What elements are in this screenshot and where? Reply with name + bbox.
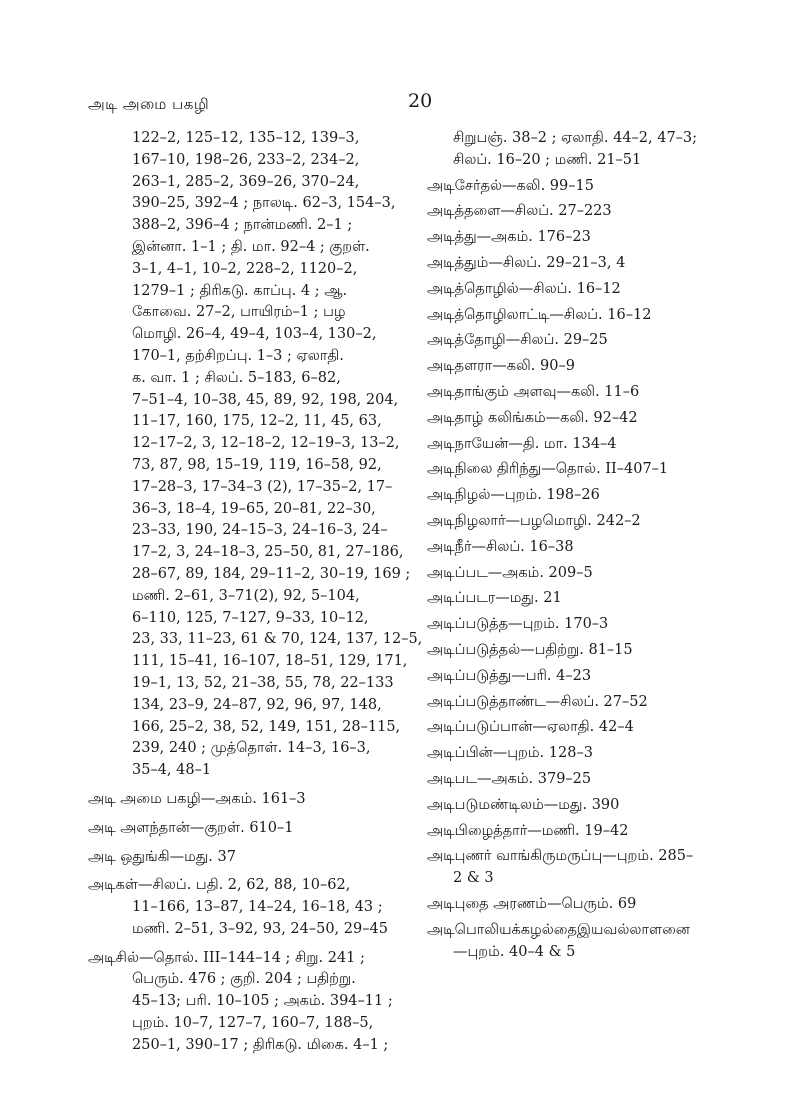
index-entry xyxy=(427,227,727,249)
entry-line: க. வா. 1 ; சிலப். 5–183, 6–82, xyxy=(132,369,341,386)
index-entry xyxy=(427,253,727,275)
index-entry xyxy=(427,434,727,456)
entry-line: அடித்து—அகம். 176–23 xyxy=(427,229,591,246)
entry-line: மணி. 2–51, 3–92, 93, 24–50, 29–45 xyxy=(132,920,388,937)
entry-line: மணி. 2–61, 3–71(2), 92, 5–104, xyxy=(132,587,360,604)
entry-line: அடிநிழலார்—பழமொழி. 242–2 xyxy=(427,512,641,529)
entry-line: அடிப்படுத்தாண்ட—சிலப். 27–52 xyxy=(427,693,648,710)
entry-line: அடிப்படுத்தல்—பதிற்று. 81–15 xyxy=(427,641,633,658)
entry-line: 73, 87, 98, 15–19, 119, 16–58, 92, xyxy=(132,456,382,473)
index-entry xyxy=(427,563,727,585)
index-entry xyxy=(427,920,727,964)
entry-line: அடி ஒதுங்கி—மது. 37 xyxy=(88,848,236,865)
entry-line: 35–4, 48–1 xyxy=(132,762,212,779)
entry-line: புறம். 10–7, 127–7, 160–7, 188–5, xyxy=(132,1015,374,1032)
index-entry xyxy=(88,847,393,869)
index-entry xyxy=(88,818,393,840)
entry-line: அடி அளந்தான்—குறள். 610–1 xyxy=(88,819,294,836)
entry-line: —புறம். 40–4 & 5 xyxy=(453,943,576,960)
entry-line: 263–1, 285–2, 369–26, 370–24, xyxy=(132,173,360,190)
entry-line: 167–10, 198–26, 233–2, 234–2, xyxy=(132,151,360,168)
entry-line: சிறுபஞ். 38–2 ; ஏலாதி. 44–2, 47–3; xyxy=(453,130,698,146)
entry-line: அடிநீர்—சிலப். 16–38 xyxy=(427,538,574,555)
entry-line: அடிப்படுத்த—புறம். 170–3 xyxy=(427,616,609,633)
entry-line: 17–28–3, 17–34–3 (2), 17–35–2, 17– xyxy=(132,478,393,495)
index-entry xyxy=(427,382,727,404)
entry-line: அடிகள்—சிலப். பதி. 2, 62, 88, 10–62, xyxy=(88,877,351,894)
index-entry xyxy=(427,279,727,301)
entry-line: 17–2, 3, 24–18–3, 25–50, 81, 27–186, xyxy=(132,544,404,561)
index-entry xyxy=(427,666,727,688)
entry-line: 239, 240 ; முத்தொள். 14–3, 16–3, xyxy=(132,740,371,757)
index-entry xyxy=(427,511,727,533)
entry-line: 2 & 3 xyxy=(453,870,494,887)
entry-line: 111, 15–41, 16–107, 18–51, 129, 171, xyxy=(132,653,408,670)
index-entry xyxy=(427,894,727,916)
index-entry xyxy=(427,743,727,765)
page-number: 20 xyxy=(408,90,433,112)
index-entry xyxy=(88,789,393,811)
entry-line: அடிபுதை அரணம்—பெரும். 69 xyxy=(427,895,637,912)
entry-line: அடிநிழல்—புறம். 198–26 xyxy=(427,487,600,504)
entry-line: 122–2, 125–12, 135–12, 139–3, xyxy=(132,130,360,146)
entry-line: அடிபிழைத்தார்—மணி. 19–42 xyxy=(427,822,629,839)
entry-line: அடித்தொழிலாட்டி—சிலப். 16–12 xyxy=(427,306,652,323)
index-entry xyxy=(427,201,727,223)
entry-line: அடிதாழ் கலிங்கம்—கலி. 92–42 xyxy=(427,409,638,426)
index-entry xyxy=(427,330,727,352)
entry-line: அடிப்படர—மது. 21 xyxy=(427,590,562,607)
entry-line: அடித்தோழி—சிலப். 29–25 xyxy=(427,332,608,349)
entry-line: 134, 23–9, 24–87, 92, 96, 97, 148, xyxy=(132,696,382,713)
entry-line: 28–67, 89, 184, 29–11–2, 30–19, 169 ; xyxy=(132,565,411,582)
entry-line: அடிநாயேன்—தி. மா. 134–4 xyxy=(427,435,617,452)
entry-line: 250–1, 390–17 ; திரிகடு. மிகை. 4–1 ; xyxy=(132,1036,389,1053)
entry-line: சிலப். 16–20 ; மணி. 21–51 xyxy=(453,151,642,168)
entry-line: அடித்தொழில்—சிலப். 16–12 xyxy=(427,280,621,297)
entry-line: அடிப்படுப்பான்—ஏலாதி. 42–4 xyxy=(427,719,634,736)
entry-line: அடிபட—அகம். 379–25 xyxy=(427,770,592,787)
index-entry xyxy=(427,588,727,610)
entry-line: 11–17, 160, 175, 12–2, 11, 45, 63, xyxy=(132,413,382,430)
index-entry xyxy=(427,356,727,378)
left-column xyxy=(88,128,423,1064)
entry-line: 36–3, 18–4, 19–65, 20–81, 22–30, xyxy=(132,500,376,517)
index-entry xyxy=(427,846,727,890)
index-entry xyxy=(427,305,727,327)
entry-line: அடிப்பட—அகம். 209–5 xyxy=(427,564,593,581)
entry-line: அடிப்பின்—புறம். 128–3 xyxy=(427,745,593,762)
entry-line: இன்னா. 1–1 ; தி. மா. 92–4 ; குறள். xyxy=(132,238,370,255)
entry-line: அடிதளரா—கலி. 90–9 xyxy=(427,358,575,375)
index-entry xyxy=(88,128,423,782)
entry-line: அடிதாங்கும் அளவு—கலி. 11–6 xyxy=(427,383,640,400)
running-head: அடி அமை பகழி xyxy=(88,95,210,113)
index-entry xyxy=(427,692,727,714)
entry-line: 166, 25–2, 38, 52, 149, 151, 28–115, xyxy=(132,718,401,735)
entry-line: 7–51–4, 10–38, 45, 89, 92, 198, 204, xyxy=(132,391,399,408)
index-entry xyxy=(427,769,727,791)
entry-line: 388–2, 396–4 ; நான்மணி. 2–1 ; xyxy=(132,217,353,234)
entry-line: அடி அமை பகழி—அகம். 161–3 xyxy=(88,790,306,807)
entry-line: அடிப்படுத்து—பரி. 4–23 xyxy=(427,667,592,684)
entry-line: கோவை. 27–2, பாயிரம்–1 ; பழ xyxy=(132,304,346,321)
index-entry xyxy=(88,948,393,1057)
entry-line: அடிசில்—தொல். III–144–14 ; சிறு. 241 ; xyxy=(88,949,365,966)
entry-line: அடித்தளை—சிலப். 27–223 xyxy=(427,203,612,220)
entry-line: அடிபடுமண்டிலம்—மது. 390 xyxy=(427,796,620,813)
entry-line: அடிசேர்தல்—கலி. 99–15 xyxy=(427,177,594,194)
entry-line: 3–1, 4–1, 10–2, 228–2, 1120–2, xyxy=(132,260,358,277)
entry-line: 1279–1 ; திரிகடு. காப்பு. 4 ; ஆ. xyxy=(132,282,348,299)
entry-line: 45–13; பரி. 10–105 ; அகம். 394–11 ; xyxy=(132,993,393,1010)
entry-line: பெரும். 476 ; குறி. 204 ; பதிற்று. xyxy=(132,971,356,988)
entry-line: அடிநிலை திரிந்து—தொல். II–407–1 xyxy=(427,461,669,478)
index-entry xyxy=(427,640,727,662)
index-entry xyxy=(427,717,727,739)
entry-line: 19–1, 13, 52, 21–38, 55, 78, 22–133 xyxy=(132,674,394,691)
entry-line: 11–166, 13–87, 14–24, 16–18, 43 ; xyxy=(132,899,383,916)
entry-line: 23, 33, 11–23, 61 & 70, 124, 137, 12–5, xyxy=(132,631,423,648)
entry-line: 390–25, 392–4 ; நாலடி. 62–3, 154–3, xyxy=(132,195,396,212)
entry-line: 170–1, தற்சிறப்பு. 1–3 ; ஏலாதி. xyxy=(132,347,344,364)
index-entry xyxy=(427,821,727,843)
entry-line: அடிபுணர் வாங்கிருமருப்பு—புறம். 285– xyxy=(427,848,694,865)
entry-line: 23–33, 190, 24–15–3, 24–16–3, 24– xyxy=(132,522,388,539)
index-entry xyxy=(427,614,727,636)
entry-line: 12–17–2, 3, 12–18–2, 12–19–3, 13–2, xyxy=(132,435,400,452)
index-entry xyxy=(427,537,727,559)
index-entry xyxy=(427,176,727,198)
index-entry xyxy=(427,795,727,817)
right-column xyxy=(427,128,727,967)
entry-line: 6–110, 125, 7–127, 9–33, 10–12, xyxy=(132,609,369,626)
index-entry xyxy=(427,485,727,507)
index-entry xyxy=(427,408,727,430)
entry-line: அடித்தும்—சிலப். 29–21–3, 4 xyxy=(427,254,626,271)
index-entry xyxy=(427,459,727,481)
entry-line: அடிபொலியக்கழல்தைஇயவல்லாளனை xyxy=(427,921,690,938)
entry-line: மொழி. 26–4, 49–4, 103–4, 130–2, xyxy=(132,326,377,343)
index-entry xyxy=(88,875,393,940)
index-entry xyxy=(427,128,727,172)
